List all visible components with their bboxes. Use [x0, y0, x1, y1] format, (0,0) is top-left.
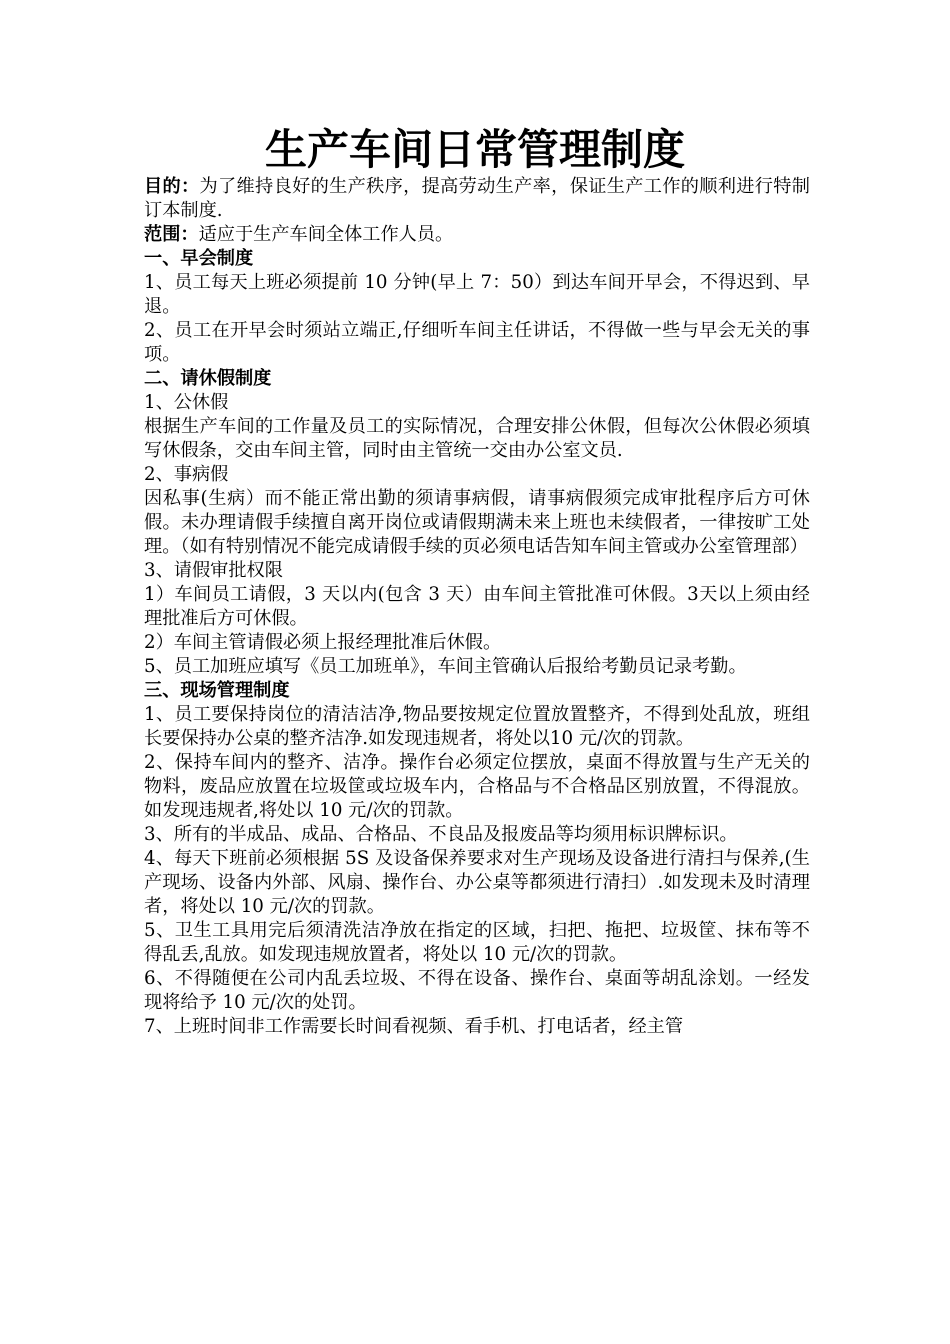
- list-item: 2）车间主管请假必须上报经理批准后休假。: [144, 632, 502, 653]
- document-body: [144, 175, 810, 1039]
- list-item: 5、员工加班应填写《员工加班单》，车间主管确认后报给考勤员记录考勤。: [144, 656, 747, 677]
- list-item: 2、保持车间内的整齐、洁净。操作台必须定位摆放，桌面不得放置与生产无关的物料，废品应放置在垃圾筐或垃圾车内，合格品与不合格品区别放置，不得混放。如发现违规者,将处以 10 元/次的罚款。: [144, 752, 810, 821]
- section-heading-leave: 二、请休假制度: [144, 368, 272, 389]
- document-title: 生产车间日常管理制度: [264, 125, 685, 174]
- subsection-title: 2、事病假: [144, 464, 229, 485]
- list-item: 3、所有的半成品、成品、合格品、不良品及报废品等均须用标识牌标识。: [144, 824, 738, 845]
- list-item: 4、每天下班前必须根据 5S 及设备保养要求对生产现场及设备进行清扫与保养,(生产现场、设备内外部、风扇、操作台、办公桌等都须进行清扫）.如发现未及时清理者，将处以 10 元/次的罚款。: [144, 848, 810, 917]
- purpose-paragraph: [144, 175, 810, 223]
- list-item: 6、不得随便在公司内乱丢垃圾、不得在设备、操作台、桌面等胡乱涂划。一经发现将给予 10 元/次的处罚。: [144, 968, 810, 1013]
- purpose-label: 目的：: [144, 176, 200, 197]
- subsection-text: 根据生产车间的工作量及员工的实际情况，合理安排公休假，但每次公休假必须填写休假条，交由车间主管，同时由主管统一交由办公室文员.: [144, 416, 810, 461]
- scope-text: 适应于生产车间全体工作人员。: [198, 224, 454, 245]
- scope-paragraph: [144, 223, 810, 247]
- subsection-text: 因私事(生病）而不能正常出勤的须请事病假，请事病假须完成审批程序后方可休假。未办理请假手续擅自离开岗位或请假期满未来上班也未续假者，一律按旷工处理。（如有特别情况不能完成请假手续的页必须电话告知车间主管或办公室管理部）: [144, 488, 810, 557]
- subsection-title: 1、公休假: [144, 392, 229, 413]
- list-item: 1）车间员工请假，3 天以内(包含 3 天）由车间主管批准可休假。3天以上须由经理批准后方可休假。: [144, 584, 810, 629]
- list-item: 1、员工要保持岗位的清洁洁净,物品要按规定位置放置整齐，不得到处乱放，班组长要保持办公桌的整齐洁净.如发现违规者，将处以10 元/次的罚款。: [144, 704, 810, 749]
- subsection-title: 3、请假审批权限: [144, 560, 283, 581]
- list-item: 2、员工在开早会时须站立端正,仔细听车间主任讲话，不得做一些与早会无关的事项。: [144, 320, 810, 365]
- section-heading-site-management: 三、现场管理制度: [144, 680, 290, 701]
- purpose-text: 为了维持良好的生产秩序，提高劳动生产率，保证生产工作的顺利进行特制订本制度.: [144, 176, 810, 221]
- section-heading-morning-meeting: 一、早会制度: [144, 248, 254, 269]
- list-item: 7、上班时间非工作需要长时间看视频、看手机、打电话者，经主管: [144, 1016, 684, 1037]
- list-item: 1、员工每天上班必须提前 10 分钟(早上 7：50）到达车间开早会，不得迟到、早退。: [144, 272, 810, 317]
- list-item: 5、卫生工具用完后须清洗洁净放在指定的区域，扫把、拖把、垃圾筐、抹布等不得乱丢,乱放。如发现违规放置者，将处以 10 元/次的罚款。: [144, 920, 810, 965]
- scope-label: 范围：: [144, 224, 199, 245]
